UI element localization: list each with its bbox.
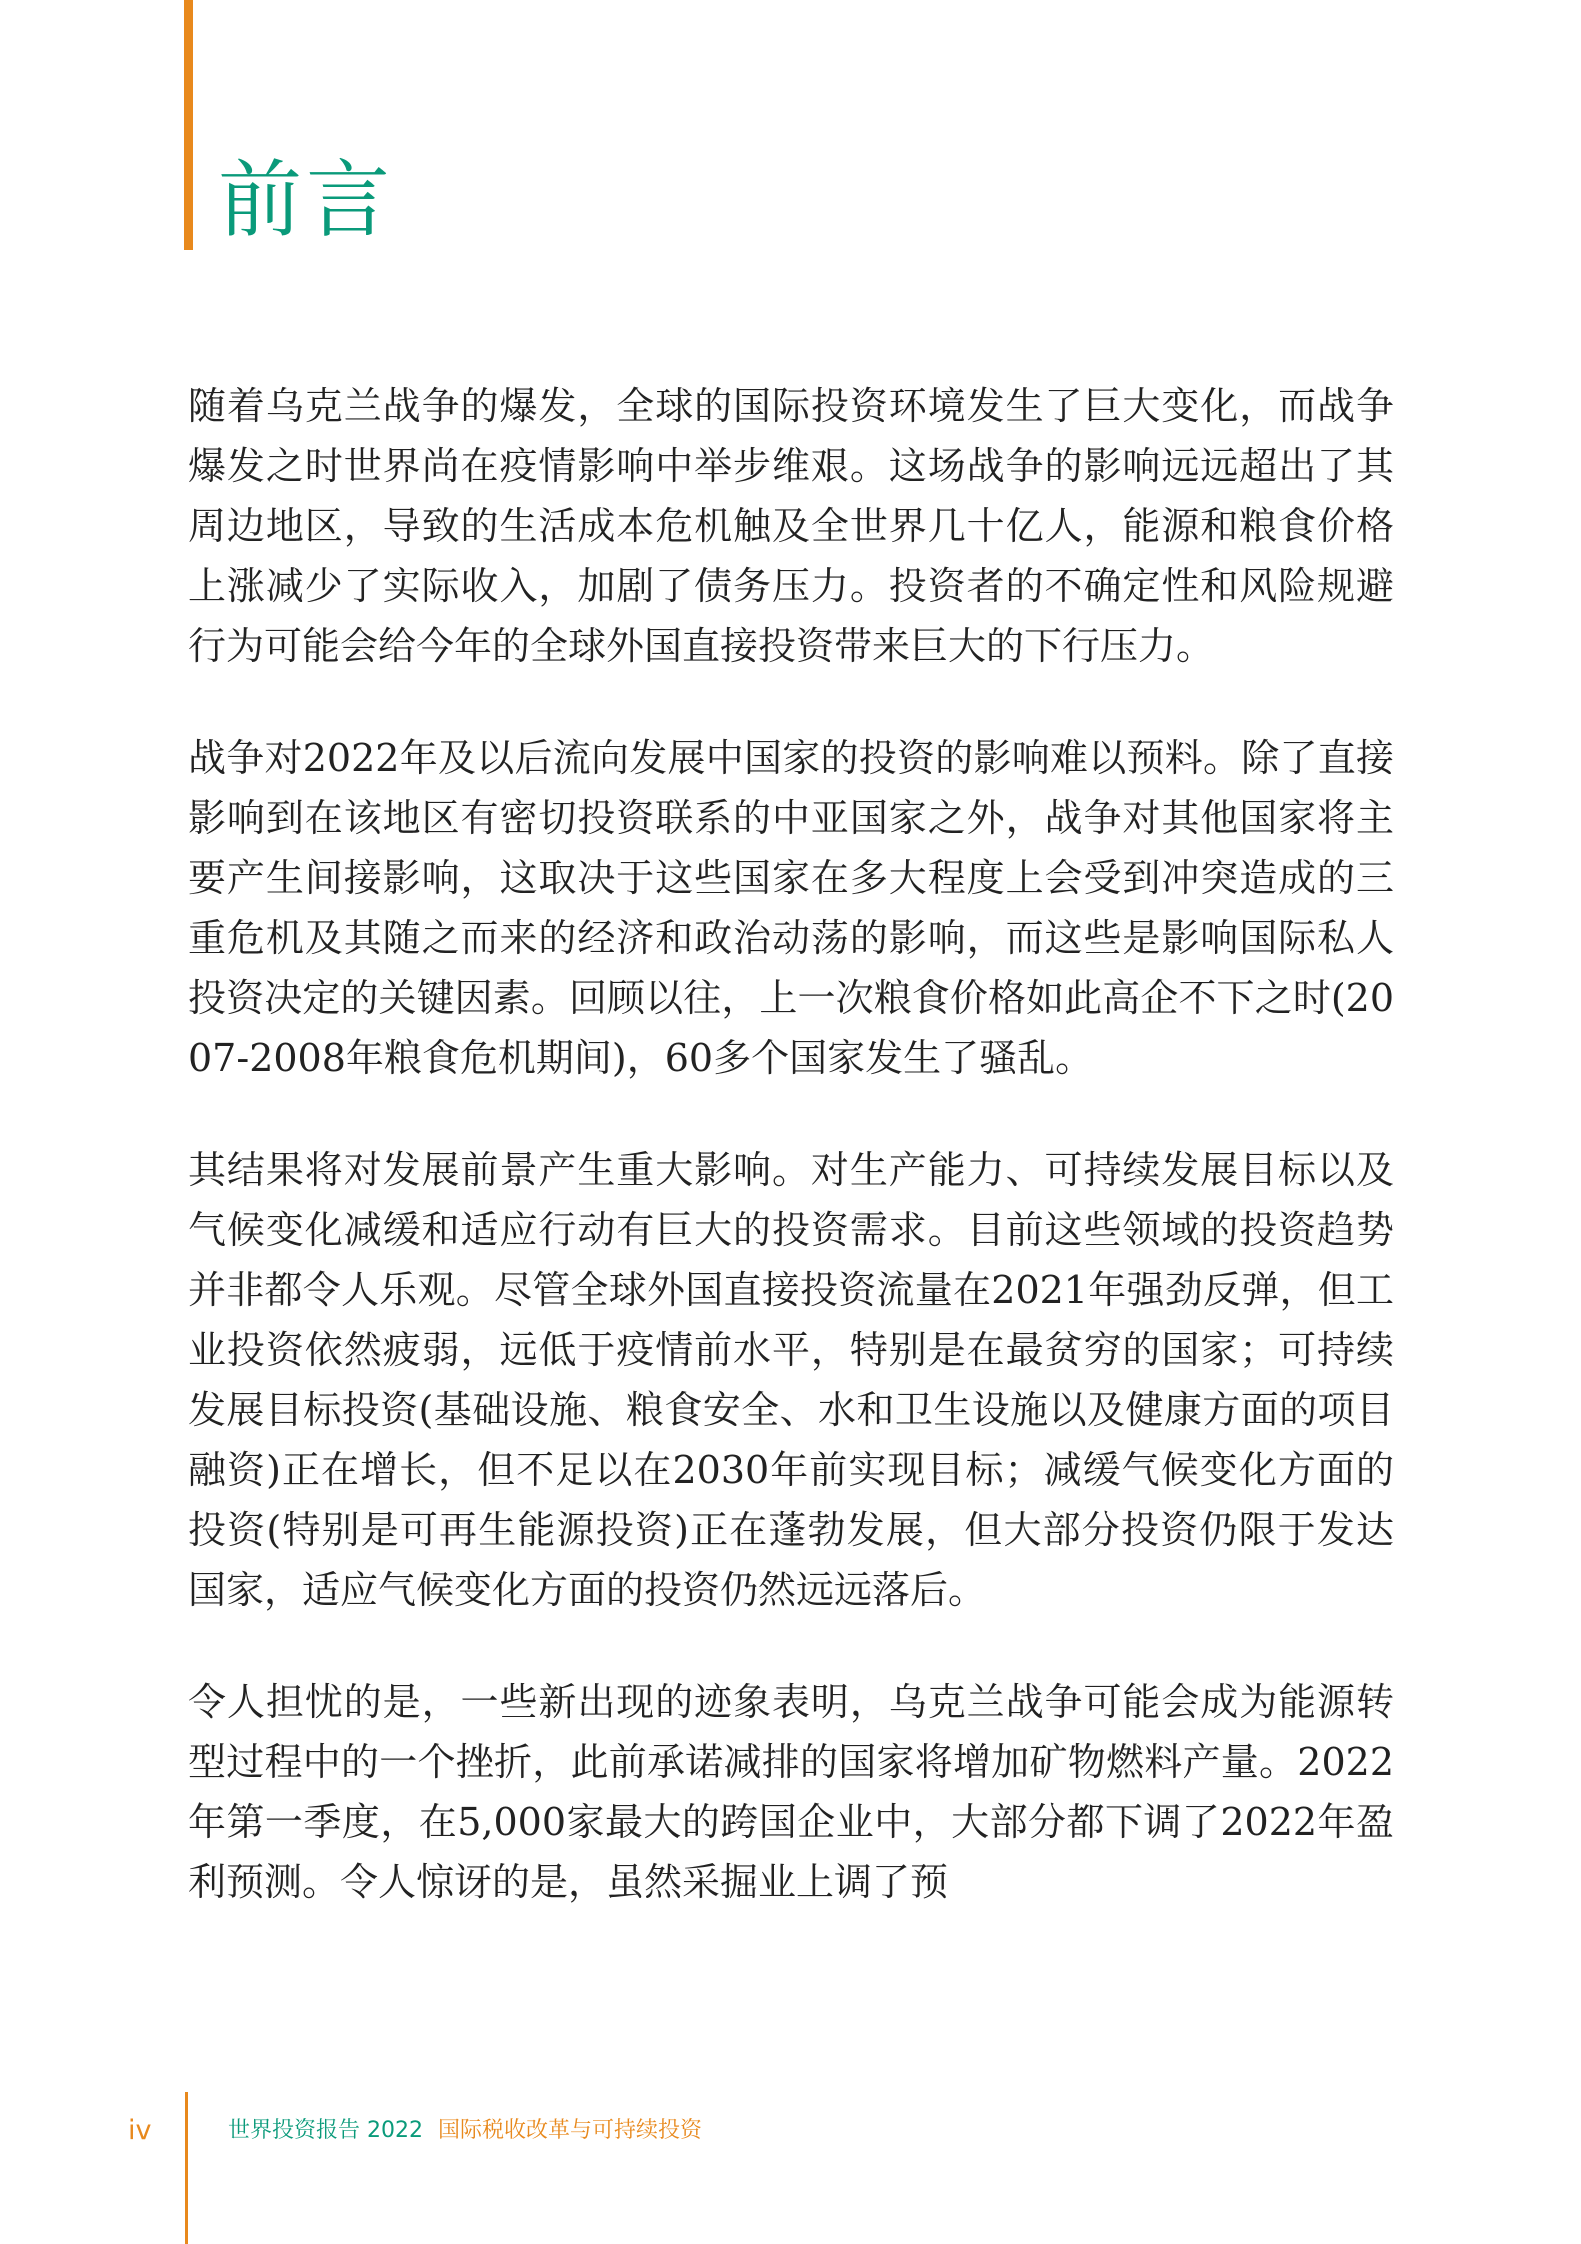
page-number: iv <box>128 2115 152 2146</box>
footer-report-name: 世界投资报告 2022 <box>228 2118 423 2143</box>
paragraph-1: 随着乌克兰战争的爆发，全球的国际投资环境发生了巨大变化，而战争爆发之时世界尚在疫情影响中举步维艰。这场战争的影响远远超出了其周边地区，导致的生活成本危机触及全世界几十亿人，能源和粮食价格上涨减少了实际收入，加剧了债务压力。投资者的不确定性和风险规避行为可能会给今年的全球外国直接投资带来巨大的下行压力。 <box>188 384 1394 668</box>
paragraph-2: 战争对2022年及以后流向发展中国家的投资的影响难以预料。除了直接影响到在该地区有密切投资联系的中亚国家之外，战争对其他国家将主要产生间接影响，这取决于这些国家在多大程度上会受到冲突造成的三重危机及其随之而来的经济和政治动荡的影响，而这些是影响国际私人投资决定的关键因素。回顾以往，上一次粮食价格如此高企不下之时(2007-2008年粮食危机期间)，60多个国家发生了骚乱。 <box>188 736 1394 1080</box>
footer-text <box>228 2114 702 2148</box>
page-title: 前言 <box>218 151 395 249</box>
paragraph-3: 其结果将对发展前景产生重大影响。对生产能力、可持续发展目标以及气候变化减缓和适应行动有巨大的投资需求。目前这些领域的投资趋势并非都令人乐观。尽管全球外国直接投资流量在2021年强劲反弹，但工业投资依然疲弱，远低于疫情前水平，特别是在最贫穷的国家；可持续发展目标投资(基础设施、粮食安全、水和卫生设施以及健康方面的项目融资)正在增长，但不足以在2030年前实现目标；减缓气候变化方面的投资(特别是可再生能源投资)正在蓬勃发展，但大部分投资仍限于发达国家，适应气候变化方面的投资仍然远远落后。 <box>188 1148 1394 1612</box>
footer-subtitle: 国际税收改革与可持续投资 <box>437 2118 702 2143</box>
body-text <box>188 376 1394 1964</box>
footer-divider <box>185 2092 188 2244</box>
page-footer <box>0 2090 1581 2244</box>
paragraph-4: 令人担忧的是，一些新出现的迹象表明，乌克兰战争可能会成为能源转型过程中的一个挫折，此前承诺减排的国家将增加矿物燃料产量。2022年第一季度，在5,000家最大的跨国企业中，大部分都下调了2022年盈利预测。令人惊讶的是，虽然采掘业上调了预 <box>188 1680 1394 1904</box>
title-accent-bar <box>184 0 193 250</box>
